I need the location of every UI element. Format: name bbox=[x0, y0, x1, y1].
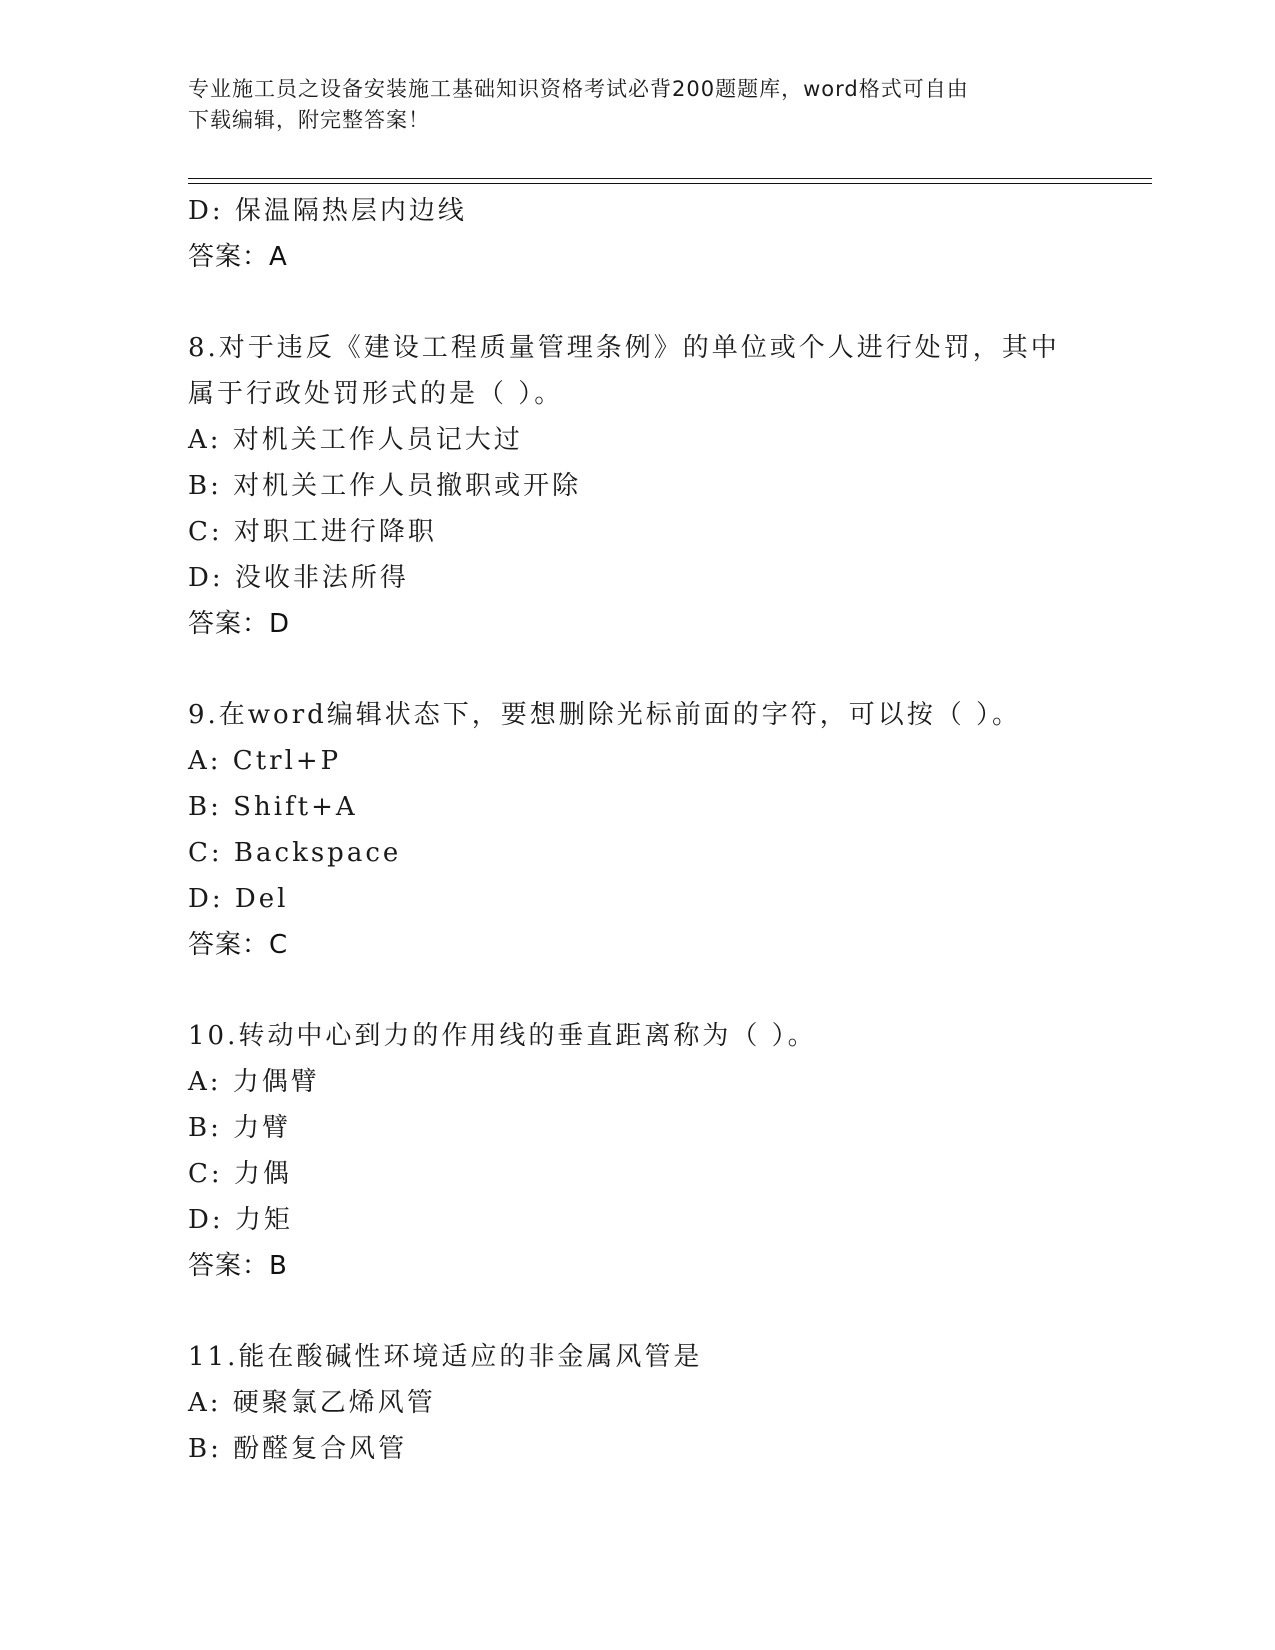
question-8 bbox=[188, 325, 1108, 647]
question-stem: 10.转动中心到力的作用线的垂直距离称为（ ）。 bbox=[188, 1021, 817, 1051]
option-a: A: Ctrl+P bbox=[188, 746, 342, 776]
question-10 bbox=[188, 1013, 1108, 1289]
header-line-2: 下载编辑，附完整答案！ bbox=[188, 108, 430, 132]
spacer bbox=[188, 647, 1108, 692]
question-stem: 8.对于违反《建设工程质量管理条例》的单位或个人进行处罚，其中 bbox=[188, 333, 1060, 363]
previous-question-tail bbox=[188, 188, 1108, 280]
header-divider-bottom bbox=[188, 183, 1152, 184]
question-stem: 9.在word编辑状态下，要想删除光标前面的字符，可以按（ ）。 bbox=[188, 700, 1022, 730]
answer-line: 答案：D bbox=[188, 609, 291, 639]
document-header bbox=[188, 74, 1068, 136]
option-d: D: 没收非法所得 bbox=[188, 563, 409, 593]
question-11 bbox=[188, 1334, 1108, 1472]
document-body bbox=[188, 188, 1108, 1472]
question-stem: 11.能在酸碱性环境适应的非金属风管是 bbox=[188, 1342, 703, 1372]
question-9 bbox=[188, 692, 1108, 968]
option-a: A: 硬聚氯乙烯风管 bbox=[188, 1388, 436, 1418]
option-a: A: 对机关工作人员记大过 bbox=[188, 425, 523, 455]
option-d: D: 保温隔热层内边线 bbox=[188, 196, 467, 226]
spacer bbox=[188, 280, 1108, 325]
option-c: C: 对职工进行降职 bbox=[188, 517, 437, 547]
option-b: B: 酚醛复合风管 bbox=[188, 1434, 408, 1464]
option-c: C: Backspace bbox=[188, 838, 402, 868]
header-divider-top bbox=[188, 178, 1152, 179]
option-a: A: 力偶臂 bbox=[188, 1067, 320, 1097]
option-b: B: 力臂 bbox=[188, 1113, 292, 1143]
option-b: B: Shift+A bbox=[188, 792, 358, 822]
header-line-1: 专业施工员之设备安装施工基础知识资格考试必背200题题库，word格式可自由 bbox=[188, 77, 969, 101]
answer-line: 答案：C bbox=[188, 930, 289, 960]
answer-line: 答案：A bbox=[188, 242, 288, 272]
spacer bbox=[188, 968, 1108, 1013]
option-b: B: 对机关工作人员撤职或开除 bbox=[188, 471, 582, 501]
answer-line: 答案：B bbox=[188, 1251, 288, 1281]
option-d: D: Del bbox=[188, 884, 289, 914]
question-stem-continued: 属于行政处罚形式的是（ ）。 bbox=[188, 379, 564, 409]
option-d: D: 力矩 bbox=[188, 1205, 293, 1235]
option-c: C: 力偶 bbox=[188, 1159, 292, 1189]
spacer bbox=[188, 1289, 1108, 1334]
